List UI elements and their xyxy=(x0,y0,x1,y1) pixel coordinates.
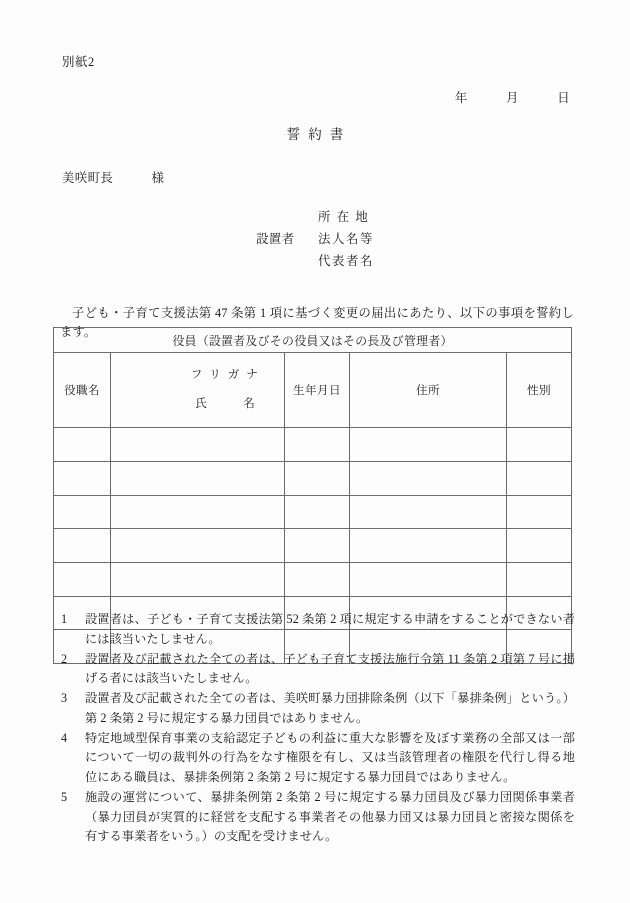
table-caption-row xyxy=(54,328,572,353)
signatory-value-representative: 代表者名 xyxy=(318,254,374,268)
cell-name[interactable] xyxy=(111,495,285,529)
clause-number: 2 xyxy=(61,651,68,666)
table-row xyxy=(54,495,572,529)
table-row xyxy=(54,461,572,495)
signatory-row-operator xyxy=(256,229,446,251)
column-header-birthdate: 生年月日 xyxy=(285,353,350,428)
column-header-name-stack xyxy=(111,353,284,427)
cell-gender[interactable] xyxy=(507,562,572,596)
date-line: 年 月 日 xyxy=(454,91,570,105)
clause-text: 特定地域型保育事業の支給認定子どもの利益に重大な影響を及ぼす業務の全部又は一部について一切の裁判外の行為をなす権限を有し、又は当該管理者の権限を代行し得る地位にある職員は、暴排条例第 2 条第 2 号に規定する暴力団員ではありません。 xyxy=(85,730,575,785)
column-header-name xyxy=(111,353,285,428)
cell-name[interactable] xyxy=(111,428,285,462)
column-header-kana: フ リ ガ ナ xyxy=(190,367,260,381)
document-reference-mark: 別紙2 xyxy=(62,55,95,69)
clause-text: 設置者及び記載された全ての者は、子ども子育て支援法施行令第 11 条第 2 項第 7 号に掲げる者には該当いたしません。 xyxy=(85,651,575,686)
cell-gender[interactable] xyxy=(507,529,572,563)
column-header-address: 住所 xyxy=(350,353,507,428)
cell-name[interactable] xyxy=(111,529,285,563)
cell-position[interactable] xyxy=(54,562,111,596)
cell-birthdate[interactable] xyxy=(285,428,350,462)
signatory-value-location: 所 在 地 xyxy=(318,210,370,224)
signatory-row-location xyxy=(256,207,446,229)
officers-table-caption: 役員（設置者及びその役員又はその長及び管理者） xyxy=(54,328,572,353)
signatory-row-representative xyxy=(256,251,446,273)
cell-birthdate[interactable] xyxy=(285,461,350,495)
clause-item-1 xyxy=(60,610,576,650)
table-row xyxy=(54,562,572,596)
clause-item-2 xyxy=(60,650,576,690)
clause-item-3 xyxy=(60,689,576,729)
cell-position[interactable] xyxy=(54,461,111,495)
cell-address[interactable] xyxy=(350,495,507,529)
addressee-line: 美咲町長 様 xyxy=(62,171,165,185)
cell-position[interactable] xyxy=(54,428,111,462)
signatory-label-operator: 設置者 xyxy=(256,232,295,246)
cell-gender[interactable] xyxy=(507,428,572,462)
signatory-block xyxy=(256,207,446,273)
cell-position[interactable] xyxy=(54,495,111,529)
cell-address[interactable] xyxy=(350,562,507,596)
clause-number: 5 xyxy=(61,789,68,804)
table-header-row xyxy=(54,353,572,428)
cell-birthdate[interactable] xyxy=(285,562,350,596)
clause-number: 1 xyxy=(61,612,68,626)
clause-text: 設置者及び記載された全ての者は、美咲町暴力団排除条例（以下「暴排条例」という。）第 2 条第 2 号に規定する暴力団員ではありません。 xyxy=(85,691,575,725)
cell-gender[interactable] xyxy=(507,495,572,529)
column-header-gender: 性別 xyxy=(507,353,572,428)
cell-address[interactable] xyxy=(350,428,507,462)
clause-text: 設置者は、子ども・子育て支援法第 52 条第 2 項に規定する申請をすることができない者には該当いたしません。 xyxy=(85,612,575,646)
intro-paragraph: 子ども・子育て支援法第 47 条第 1 項に基づく変更の届出にあたり、以下の事項を誓約します。 xyxy=(60,306,574,339)
signatory-value-operator: 法人名等 xyxy=(318,232,374,246)
cell-birthdate[interactable] xyxy=(285,495,350,529)
column-header-fullname: 氏 名 xyxy=(195,397,256,411)
cell-position[interactable] xyxy=(54,529,111,563)
cell-birthdate[interactable] xyxy=(285,529,350,563)
clause-item-5 xyxy=(60,788,576,847)
cell-address[interactable] xyxy=(350,529,507,563)
clause-number: 3 xyxy=(61,691,68,706)
cell-name[interactable] xyxy=(111,461,285,495)
page-title: 誓約書 xyxy=(286,127,352,142)
cell-address[interactable] xyxy=(350,461,507,495)
cell-name[interactable] xyxy=(111,562,285,596)
clause-number: 4 xyxy=(61,730,68,745)
table-row xyxy=(54,529,572,563)
column-header-position: 役職名 xyxy=(54,353,111,428)
clause-list xyxy=(60,610,576,847)
clause-item-4 xyxy=(60,729,576,788)
clause-text: 施設の運営について、暴排条例第 2 条第 2 号に規定する暴力団員及び暴力団関係事業者（暴力団員が実質的に経営を支配する事業者その他暴力団又は暴力団員と密接な関係を有する事業者をいう。）の支配を受けません。 xyxy=(85,789,575,844)
cell-gender[interactable] xyxy=(507,461,572,495)
table-row xyxy=(54,428,572,462)
